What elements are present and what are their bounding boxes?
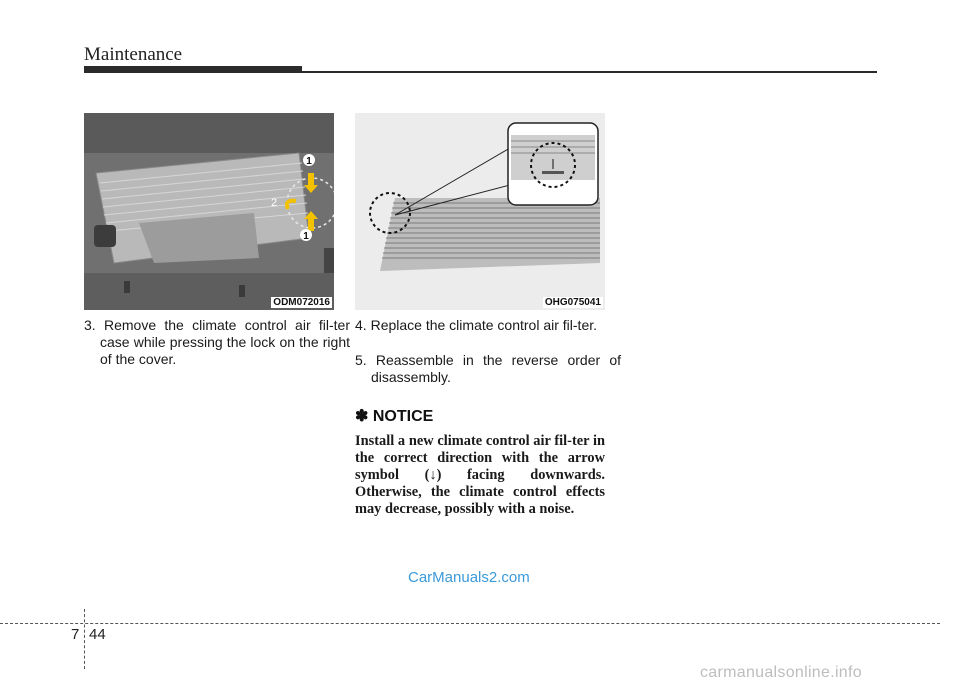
step-4 — [355, 317, 621, 334]
footer-divider — [84, 609, 85, 669]
step-text: Remove the climate control air fil-ter case while pressing the lock on the right of the cover. — [100, 317, 350, 367]
filter-case-photo — [84, 113, 334, 310]
header-rule — [302, 71, 877, 73]
site-watermark-link[interactable]: CarManuals2.com — [408, 569, 530, 586]
footer-rule — [0, 623, 940, 624]
step-text: Replace the climate control air fil-ter. — [370, 317, 598, 333]
step-3 — [84, 317, 350, 368]
filter-case-illustration — [84, 113, 334, 310]
filter-element-drawing — [355, 113, 605, 310]
callout-2: 2 — [270, 197, 278, 209]
step-number: 3. — [84, 317, 96, 333]
step-number: 5. — [355, 352, 367, 368]
figure-code: ODM072016 — [273, 297, 330, 308]
header-bar — [84, 66, 302, 73]
callout-1-bottom: 1 — [303, 231, 309, 242]
notice-body: Install a new climate control air fil-ter in the correct direction with the arrow symbol (↓) facing downwards. Otherwise, the climate control effects may decrease, possibly with a noise. — [355, 433, 605, 517]
figure-code: OHG075041 — [544, 297, 601, 308]
notice-heading — [355, 406, 433, 426]
step-number: 4. — [355, 317, 367, 333]
step-text: Reassemble in the reverse order of disassembly. — [371, 352, 621, 385]
bottom-watermark: carmanualsonline.info — [700, 664, 862, 681]
step-5 — [355, 352, 621, 386]
callout-1-top: 1 — [306, 156, 312, 167]
filter-element-illustration — [355, 113, 605, 310]
page-number: 44 — [89, 626, 106, 643]
section-title: Maintenance — [84, 44, 183, 65]
chapter-number: 7 — [71, 626, 80, 643]
notice-title: NOTICE — [372, 408, 434, 425]
notice-icon: ✽ — [355, 408, 369, 425]
